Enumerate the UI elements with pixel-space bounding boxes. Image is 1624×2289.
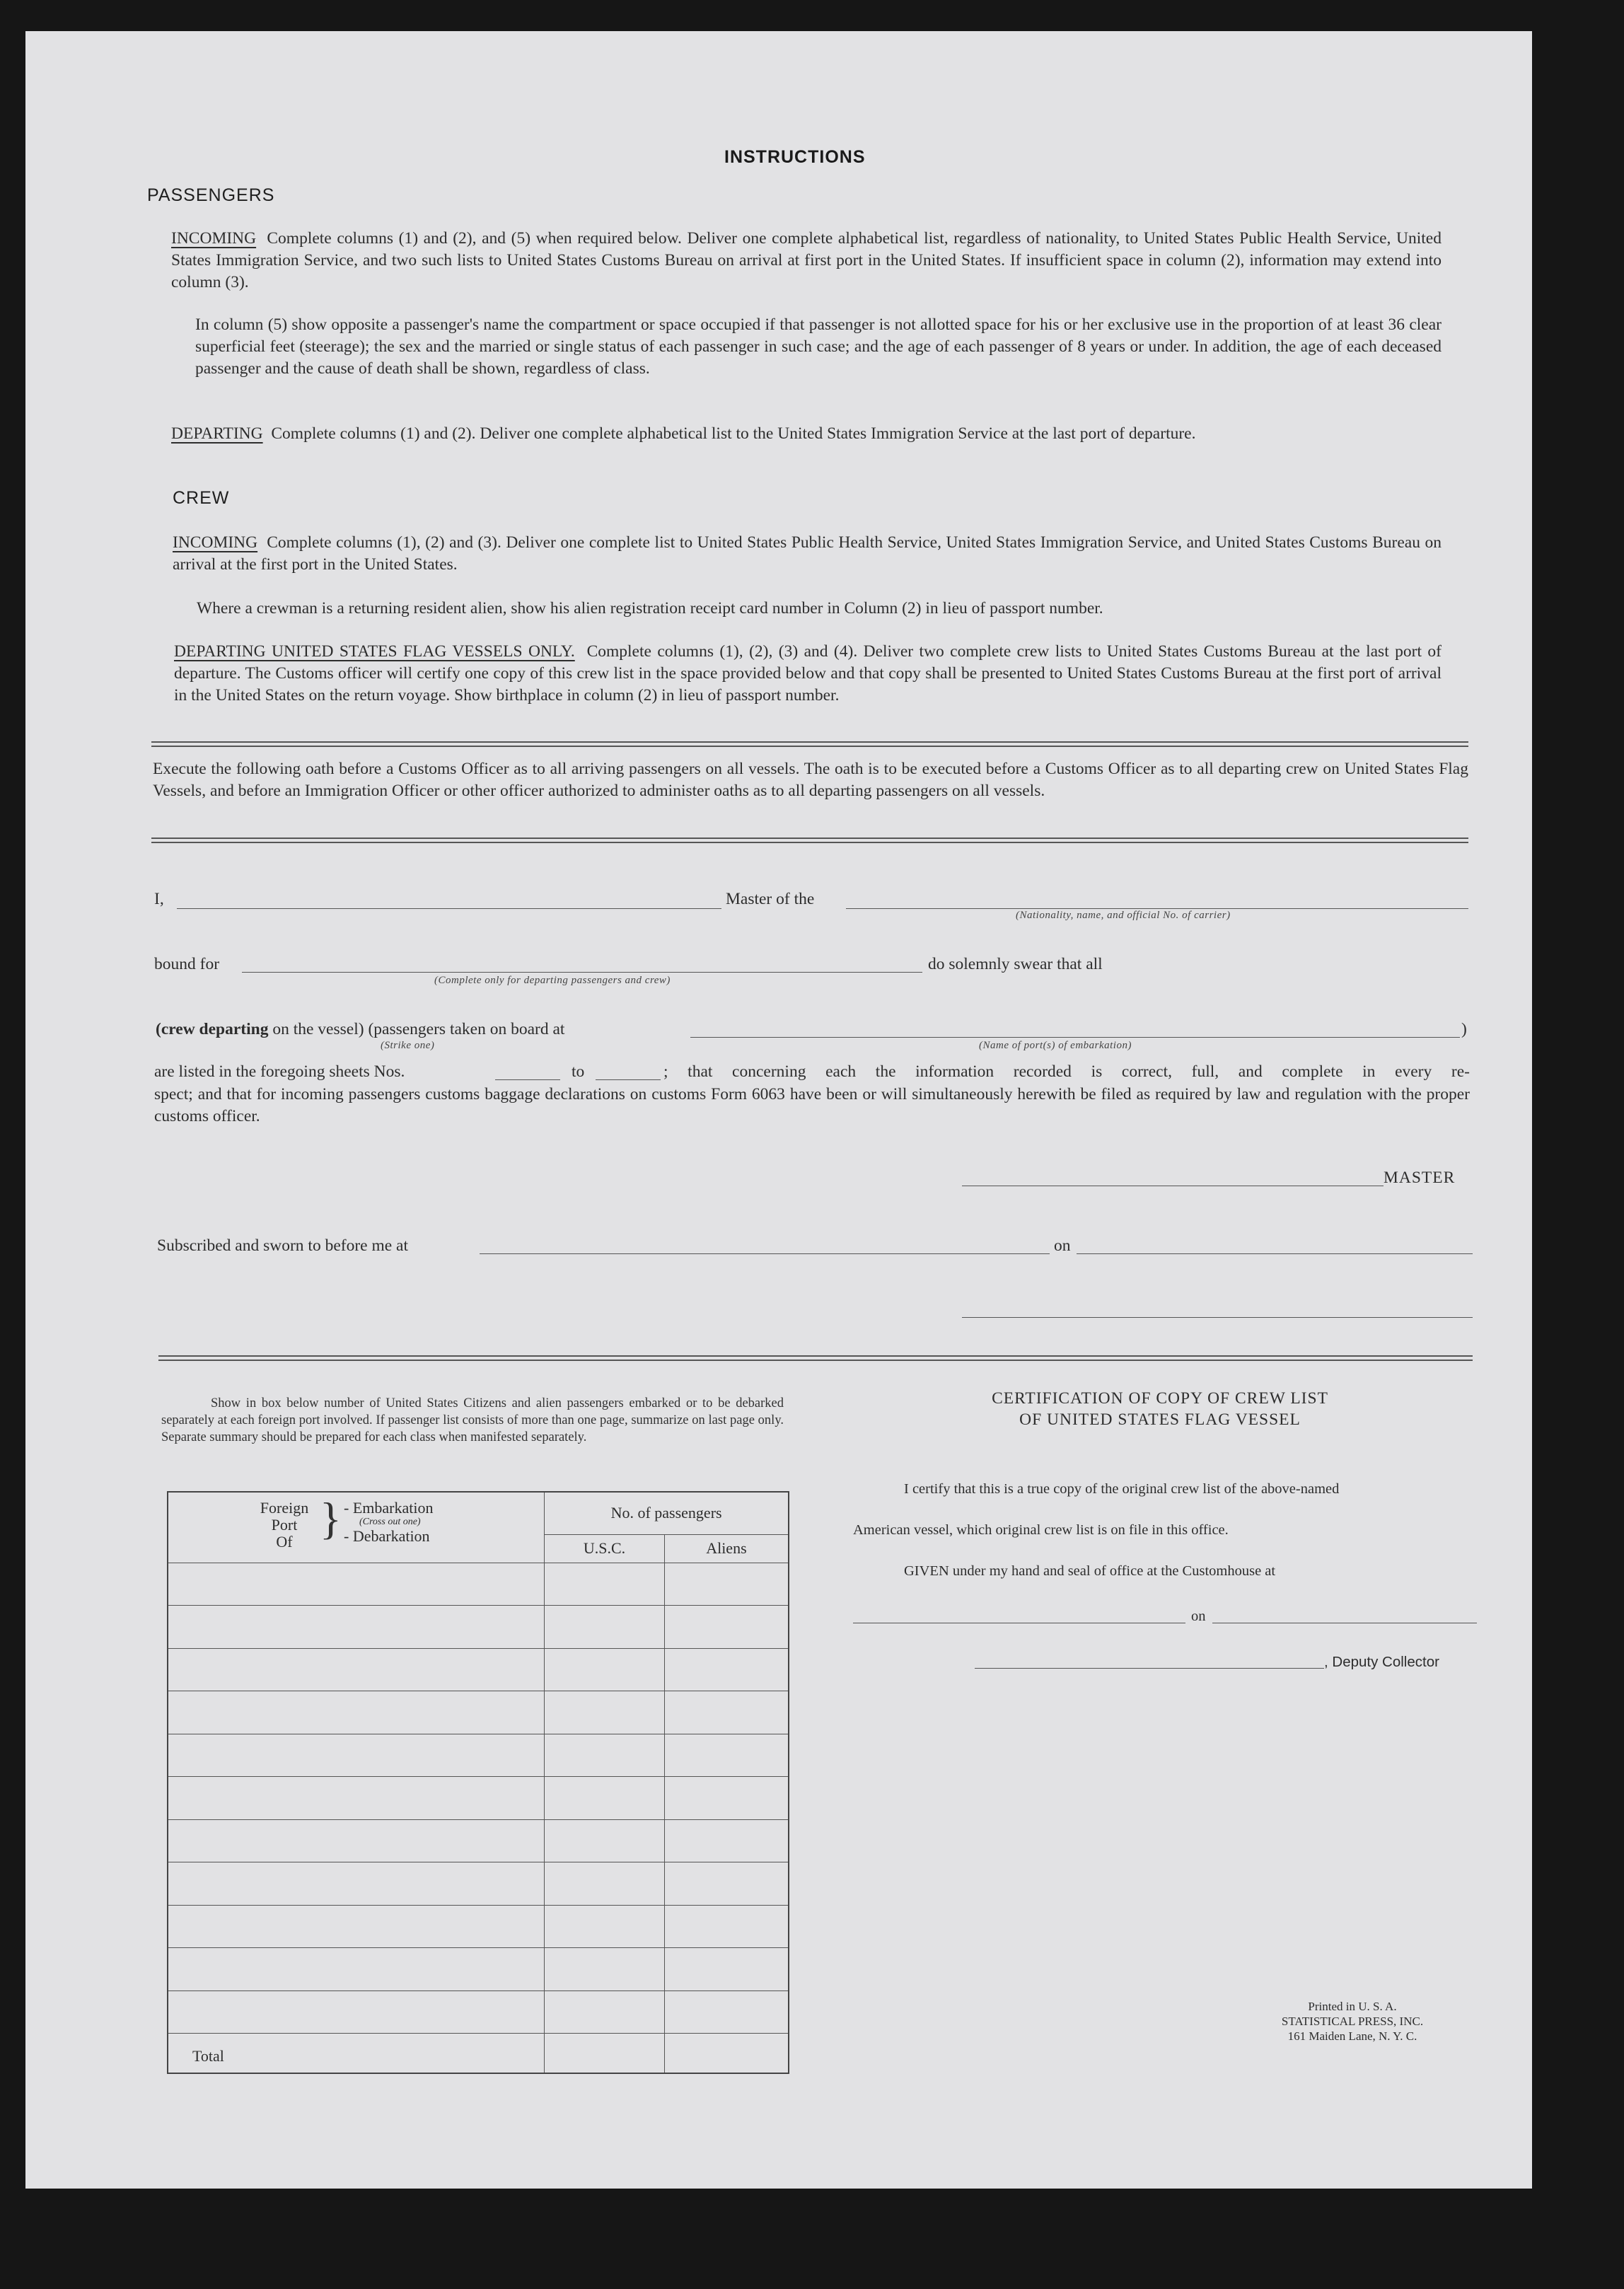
port-cell[interactable] <box>168 1777 545 1820</box>
aliens-cell[interactable] <box>664 1990 789 2034</box>
passengers-heading: PASSENGERS <box>147 185 275 205</box>
listed-to: to <box>572 1062 585 1081</box>
master-of-the-label: Master of the <box>726 890 815 908</box>
port-cell[interactable] <box>168 1819 545 1862</box>
imprint-line2: STATISTICAL PRESS, INC. <box>1281 2015 1424 2028</box>
passengers-departing-label: DEPARTING <box>171 424 263 443</box>
debarkation-option[interactable]: - Debarkation <box>344 1527 430 1545</box>
sworn-date-field[interactable] <box>1077 1253 1473 1254</box>
crew-departing-label: DEPARTING UNITED STATES FLAG VESSELS ONLY. <box>174 642 575 661</box>
foreign-label: Foreign <box>260 1499 309 1517</box>
passengers-taken-text: (passengers taken on board at <box>368 1020 565 1038</box>
usc-cell[interactable] <box>545 1606 665 1649</box>
close-paren: ) <box>1461 1020 1467 1038</box>
subscribed-label: Subscribed and sworn to before me at <box>157 1236 409 1255</box>
divider <box>151 746 1468 747</box>
table-row <box>168 1606 789 1649</box>
usc-header: U.S.C. <box>545 1534 665 1563</box>
divider <box>158 1355 1473 1357</box>
aliens-cell[interactable] <box>664 1777 789 1820</box>
table-row <box>168 1777 789 1820</box>
american-vessel-text: American vessel, which original crew list is on file in this office. <box>853 1522 1229 1538</box>
listed-text-c: spect; and that for incoming passengers customs baggage declarations on customs Form 6063 have been or will simultaneously herewith be filed as required by law and regulation with the proper customs officer. <box>154 1085 1470 1125</box>
usc-cell[interactable] <box>545 1905 665 1948</box>
usc-cell[interactable] <box>545 1819 665 1862</box>
usc-cell[interactable] <box>545 1777 665 1820</box>
imprint-line3: 161 Maiden Lane, N. Y. C. <box>1287 2029 1417 2043</box>
table-row <box>168 1819 789 1862</box>
embarkation-port-field[interactable] <box>690 1037 1460 1038</box>
port-cell[interactable] <box>168 1862 545 1906</box>
no-passengers-header: No. of passengers <box>545 1492 789 1534</box>
crew-heading: CREW <box>173 488 230 508</box>
of-label: Of <box>276 1533 293 1551</box>
passengers-departing-text: Complete columns (1) and (2). Deliver one complete alphabetical list to the United States Immigration Service at the last port of departure. <box>271 424 1196 443</box>
total-usc-cell[interactable] <box>545 2034 665 2073</box>
bound-for-label: bound for <box>154 955 220 973</box>
port-note: (Name of port(s) of embarkation) <box>979 1040 1132 1051</box>
swear-text: do solemnly swear that all <box>928 955 1103 973</box>
port-header-cell <box>168 1492 545 1563</box>
table-row <box>168 1905 789 1948</box>
officer-signature-field[interactable] <box>962 1317 1473 1318</box>
bound-for-field[interactable] <box>242 972 922 973</box>
usc-cell[interactable] <box>545 1648 665 1691</box>
certify-text: I certify that this is a true copy of the original crew list of the above-named <box>904 1481 1340 1497</box>
master-name-field[interactable] <box>177 908 721 909</box>
aliens-header: Aliens <box>664 1534 789 1563</box>
page-title: INSTRUCTIONS <box>724 147 866 167</box>
table-row <box>168 1648 789 1691</box>
usc-cell[interactable] <box>545 1862 665 1906</box>
certification-title-line2: OF UNITED STATES FLAG VESSEL <box>1019 1410 1301 1429</box>
cert-on-label: on <box>1191 1609 1206 1624</box>
crew-incoming-text: Complete columns (1), (2) and (3). Deliver one complete list to United States Public Health Service, United States Immigration Service, and United States Customs Bureau on arrival at the first port in the United States. <box>173 533 1442 574</box>
given-text: GIVEN under my hand and seal of office at the Customhouse at <box>904 1563 1276 1579</box>
port-cell[interactable] <box>168 1905 545 1948</box>
certification-title <box>849 1388 1471 1430</box>
table-row <box>168 1734 789 1777</box>
divider <box>158 1360 1473 1361</box>
aliens-cell[interactable] <box>664 1691 789 1734</box>
certification-title-line1: CERTIFICATION OF COPY OF CREW LIST <box>992 1389 1328 1408</box>
carrier-field-note: (Nationality, name, and official No. of carrier) <box>1016 910 1231 921</box>
crew-incoming-label: INCOMING <box>173 533 258 552</box>
table-row <box>168 1691 789 1734</box>
aliens-cell[interactable] <box>664 1648 789 1691</box>
printer-imprint <box>1253 1999 1451 2044</box>
oath-instructions: Execute the following oath before a Customs Officer as to all arriving passengers on all vessels. The oath is to be executed before a Customs Officer as to all departing crew on United States Flag Vessels, and before an Immigration Officer or other officer authorized to administer oaths as to all departing passengers on all vessels. <box>153 760 1468 800</box>
divider <box>151 842 1468 843</box>
carrier-field[interactable] <box>846 908 1468 909</box>
port-cell[interactable] <box>168 1563 545 1606</box>
embarkation-option[interactable]: - Embarkation <box>344 1499 434 1517</box>
divider <box>151 741 1468 743</box>
aliens-cell[interactable] <box>664 1734 789 1777</box>
total-aliens-cell[interactable] <box>664 2034 789 2073</box>
table-row <box>168 1990 789 2034</box>
crew-departing-instructions <box>174 641 1442 707</box>
passenger-summary-table <box>167 1491 789 2074</box>
brace-icon: } <box>320 1493 342 1543</box>
usc-cell[interactable] <box>545 1990 665 2034</box>
sheet-from-field[interactable] <box>495 1079 560 1080</box>
crew-departing-text: (crew departing <box>156 1020 269 1038</box>
on-the-vessel-text: on the vessel) <box>272 1020 364 1038</box>
usc-cell[interactable] <box>545 1563 665 1606</box>
aliens-cell[interactable] <box>664 1948 789 1991</box>
column5-instructions: In column (5) show opposite a passenger's name the compartment or space occupied if that passenger is not allotted space for his or her exclusive use in the proportion of at least 36 clear superficial feet (steerage); the sex and the married or single status of each passenger in such case; and the age of each passenger of 8 years or under. In addition, the age of each deceased passenger and the cause of death shall be shown, regardless of class. <box>195 315 1442 378</box>
port-cell[interactable] <box>168 1691 545 1734</box>
usc-cell[interactable] <box>545 1948 665 1991</box>
passengers-incoming-label: INCOMING <box>171 229 257 248</box>
imprint-line1: Printed in U. S. A. <box>1308 2000 1397 2013</box>
aliens-cell[interactable] <box>664 1563 789 1606</box>
aliens-cell[interactable] <box>664 1819 789 1862</box>
aliens-cell[interactable] <box>664 1606 789 1649</box>
aliens-cell[interactable] <box>664 1905 789 1948</box>
listed-text-b: ; that concerning each the information recorded is correct, full, and complete in every re- <box>663 1062 1470 1081</box>
crew-alien-instructions: Where a crewman is a returning resident alien, show his alien registration receipt card number in Column (2) in lieu of passport number. <box>197 599 1103 618</box>
passengers-incoming-text: Complete columns (1) and (2), and (5) when required below. Deliver one complete alphabetical list, regardless of nationality, to United States Public Health Service, United States Immigration Service, and two such lists to United States Customs Bureau on arrival at first port in the United States. If insufficient space in column (2), information may extend into column (3). <box>171 229 1442 291</box>
port-label: Port <box>271 1516 298 1534</box>
table-row <box>168 1948 789 1991</box>
port-cell[interactable] <box>168 1648 545 1691</box>
port-cell[interactable] <box>168 1606 545 1649</box>
cross-out-note: (Cross out one) <box>359 1517 421 1527</box>
strike-one-note: (Strike one) <box>381 1040 435 1051</box>
port-cell[interactable] <box>168 1734 545 1777</box>
crew-incoming-instructions <box>173 532 1442 576</box>
deputy-signature-field[interactable] <box>975 1668 1324 1669</box>
table-row <box>168 1862 789 1906</box>
passengers-departing-instructions <box>171 423 1442 445</box>
summary-instructions: Show in box below number of United States Citizens and alien passengers embarked or to be debarked separately at each foreign port involved. If passenger list consists of more than one page, summarize on last page only. Separate summary should be prepared for each class when manifested separately. <box>161 1396 784 1444</box>
bound-for-note: (Complete only for departing passengers and crew) <box>434 975 671 986</box>
passengers-incoming-instructions <box>171 228 1442 294</box>
sworn-place-field[interactable] <box>480 1253 1050 1254</box>
aliens-cell[interactable] <box>664 1862 789 1906</box>
usc-cell[interactable] <box>545 1691 665 1734</box>
deputy-collector-label: , Deputy Collector <box>1324 1654 1439 1670</box>
sworn-on-label: on <box>1054 1236 1071 1255</box>
port-cell[interactable] <box>168 1948 545 1991</box>
strike-one-text <box>156 1020 564 1039</box>
total-label: Total <box>168 2034 545 2073</box>
table-row <box>168 1563 789 1606</box>
crew-departing-text: Complete columns (1), (2), (3) and (4). Deliver two complete crew lists to United States Customs Bureau at the last port of departure. The Customs officer will certify one copy of this crew list in the space provided below and that copy shall be presented to United States Customs Bureau at the first port of arrival in the United States on the return voyage. Show birthplace in column (2) in lieu of passport number. <box>174 642 1442 705</box>
oath-i: I, <box>154 890 164 908</box>
port-cell[interactable] <box>168 1990 545 2034</box>
usc-cell[interactable] <box>545 1734 665 1777</box>
divider <box>151 838 1468 839</box>
master-label: MASTER <box>1384 1169 1456 1187</box>
listed-text-a: are listed in the foregoing sheets Nos. <box>154 1062 405 1081</box>
sheet-to-field[interactable] <box>596 1079 661 1080</box>
